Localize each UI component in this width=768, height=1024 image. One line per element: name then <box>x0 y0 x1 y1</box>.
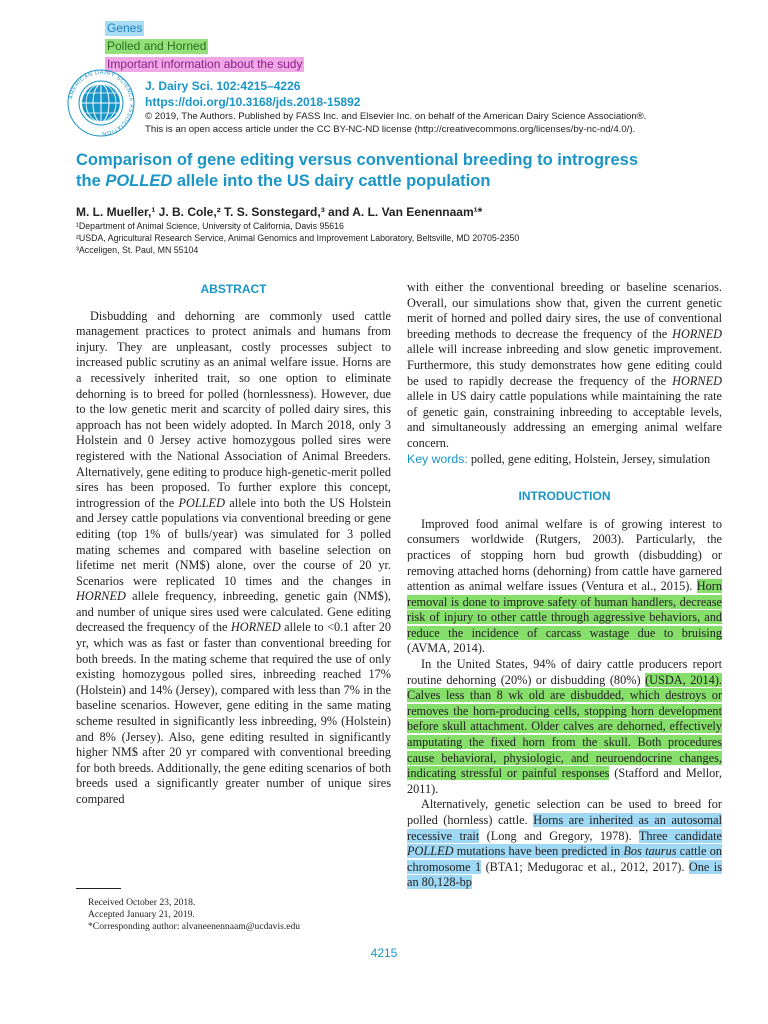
affiliation: ³Acceligen, St. Paul, MN 55104 <box>76 245 199 255</box>
intro-text: (Stafford and Mellor, 2011). <box>407 766 722 796</box>
gene-name: POLLED <box>178 495 225 510</box>
article-title <box>76 150 716 192</box>
affiliation: ¹Department of Animal Science, University of California, Davis 95616 <box>76 221 344 231</box>
copyright-notice <box>145 110 745 136</box>
corresponding-author: *Corresponding author: alvaneenennaam@ucdavis.edu <box>88 921 301 932</box>
intro-text: Improved food animal welfare is of growing interest to consumers worldwide (Rutgers, 2003). Particularly, the practices of stopping horn bud growth (disbudding) or removing attached horns (dehorning) from cattle have garnered attention as animal welfare issues (Ventura et al., 2015). <box>407 516 722 594</box>
intro-text: In the United States, 94% of dairy cattle producers report routine dehorning (20%) or disbudding (80%) <box>407 657 722 687</box>
copyright-line: © 2019, The Authors. Published by FASS Inc. and Elsevier Inc. on behalf of the American Dairy Science Association®. <box>145 111 647 122</box>
abstract-paragraph <box>76 309 391 808</box>
introduction-heading: INTRODUCTION <box>518 489 611 504</box>
intro-paragraph-2 <box>407 657 722 797</box>
gene-name: POLLED <box>407 844 454 859</box>
intro-text: (AVMA, 2014). <box>407 641 485 656</box>
species-name: Bos taurus <box>623 844 677 859</box>
legend-important-info: Important information about the sudy <box>107 57 303 71</box>
highlight-text: Three candidate <box>638 828 723 843</box>
keywords <box>407 452 722 468</box>
title-gene-name: POLLED <box>105 172 173 190</box>
title-text: the <box>76 172 106 190</box>
legend-polled-horned: Polled and Horned <box>107 39 207 53</box>
title-line-2 <box>76 171 716 192</box>
keywords-text: polled, gene editing, Holstein, Jersey, simulation <box>467 451 711 466</box>
abstract-text: allele into both the US Holstein and Jersey cattle populations via conventional breeding or gene editing (top 1% of bulls/year) was simulated for 3 polled mating schemes and compared with baseline selection on lifetime net merit (NM$) alone, over the course of 20 yr. Scenarios were replicated 10 times and the changes in <box>76 495 391 588</box>
gene-name: HORNED <box>672 373 722 388</box>
journal-citation: J. Dairy Sci. 102:4215–4226 <box>145 79 301 93</box>
page-number: 4215 <box>370 946 398 960</box>
footnote-rule <box>76 888 121 889</box>
gene-name: HORNED <box>76 589 126 604</box>
legend-genes: Genes <box>107 21 143 35</box>
license-line: This is an open access article under the CC BY-NC-ND license (http://creativecommons.org/licenses/by-nc-nd/4.0/). <box>145 124 636 135</box>
abstract-continued <box>407 280 722 452</box>
highlight-genes: Horns are inherited as an autosomal recessive trait <box>407 813 722 843</box>
intro-paragraph-3 <box>407 797 722 891</box>
abstract-text: allele in US dairy cattle populations while maintaining the rate of genetic gain, constraining inbreeding to acceptable levels, and simultaneously addressing an emerging animal welfare concern. <box>407 389 722 450</box>
abstract-text: allele frequency, inbreeding, genetic gain (NM$), and number of unique sires used were calculated. Gene editing decreased the frequency of the <box>76 589 391 635</box>
intro-paragraph-1 <box>407 517 722 657</box>
abstract-text: allele will increase inbreeding and slow genetic improvement. Furthermore, this study demonstrates how gene editing could be used to rapidly decrease the frequency of the <box>407 342 722 388</box>
highlight-polled-horned: (USDA, 2014). Calves less than 8 wk old are disbudded, which destroys or removes the horn-producing cells, stopping horn development before skull attachment. Older calves are dehorned, effectively amputating the fixed horn from the skull. Both procedures cause behavioral, physiologic, and neuroendocrine changes, indicating stressful or painful responses <box>407 672 722 781</box>
globe-icon <box>66 68 136 138</box>
received-date: Received October 23, 2018. <box>88 897 196 908</box>
adsa-logo <box>66 68 136 138</box>
intro-text: Alternatively, genetic selection can be used to breed for polled (hornless) cattle. <box>407 797 722 827</box>
accepted-date: Accepted January 21, 2019. <box>88 909 195 920</box>
title-text: allele into the US dairy cattle population <box>172 172 491 190</box>
highlight-genes: One is an 80,128-bp <box>407 859 722 890</box>
logo-ring-text: AMERICAN DAIRY SCIENCE ASSOCIATION <box>68 69 135 137</box>
abstract-text: with either the conventional breeding or baseline scenarios. Overall, our simulations show that, given the current genetic merit of horned and polled dairy sires, the use of conventional breeding methods to decrease the frequency of the <box>407 280 722 341</box>
author-list: M. L. Mueller,¹ J. B. Cole,² T. S. Sonstegard,³ and A. L. Van Eenennaam¹* <box>76 205 483 219</box>
highlight-text: cattle on chromosome 1 <box>407 844 723 874</box>
intro-text: (Long and Gregory, 1978). <box>479 828 639 843</box>
intro-text: (BTA1; Medugorac et al., 2012, 2017). <box>481 859 689 874</box>
footnotes <box>88 897 300 933</box>
highlight-polled-horned: Horn removal is done to improve safety of human handlers, decrease risk of injury to other cattle through aggressive behaviors, and reduce the incidence of carcass wastage due to bruising <box>407 579 722 640</box>
abstract-text: Disbudding and dehorning are commonly used cattle management practices to protect animals and humans from injury. They are unpleasant, costly processes subject to increased public scrutiny as an animal welfare issue. Horns are a recessively inherited trait, so one option to eliminate dehorning is to breed for polled (hornlessness). However, due to the low genetic merit and scarcity of polled dairy sires, this approach has not been widely adopted. In March 2018, only 3 Holstein and 0 Jersey active homozygous polled sires were registered with the National Association of Animal Breeders. Alternatively, gene editing to produce high-genetic-merit polled sires has been proposed. To further explore this concept, introgression of the <box>76 308 391 510</box>
abstract-text: allele to <0.1 after 20 yr, which was as fast or faster than conventional breeding for both breeds. In the mating scheme that required the use of only existing homozygous polled sires, inbreeding reached 17% (Holstein) and 14% (Jersey), compared with less than 7% in the baseline scenarios. However, gene editing in the same mating scheme resulted in significantly less inbreeding, 9% (Holstein) and 8% (Jersey). Also, gene editing resulted in significantly higher NM$ after 20 yr compared with conventional breeding for both breeds. Additionally, the gene editing scenarios of both breeds used a significantly greater number of unique sires compared <box>76 620 391 806</box>
affiliations <box>76 220 519 256</box>
abstract-column <box>76 282 391 808</box>
title-line-1: Comparison of gene editing versus conventional breeding to introgress <box>76 151 638 169</box>
highlight-text: mutations have been predicted in <box>453 844 624 859</box>
journal-doi-link[interactable]: https://doi.org/10.3168/jds.2018-15892 <box>145 95 361 109</box>
gene-name: HORNED <box>230 620 281 635</box>
highlight-legend <box>105 19 304 73</box>
affiliation: ²USDA, Agricultural Research Service, Animal Genomics and Improvement Laboratory, Beltsville, MD 20705-2350 <box>76 233 520 243</box>
gene-name: HORNED <box>672 326 722 341</box>
keywords-label: Key words: <box>407 451 468 466</box>
journal-info <box>145 78 360 110</box>
right-column <box>407 280 722 891</box>
abstract-heading: ABSTRACT <box>200 282 267 296</box>
